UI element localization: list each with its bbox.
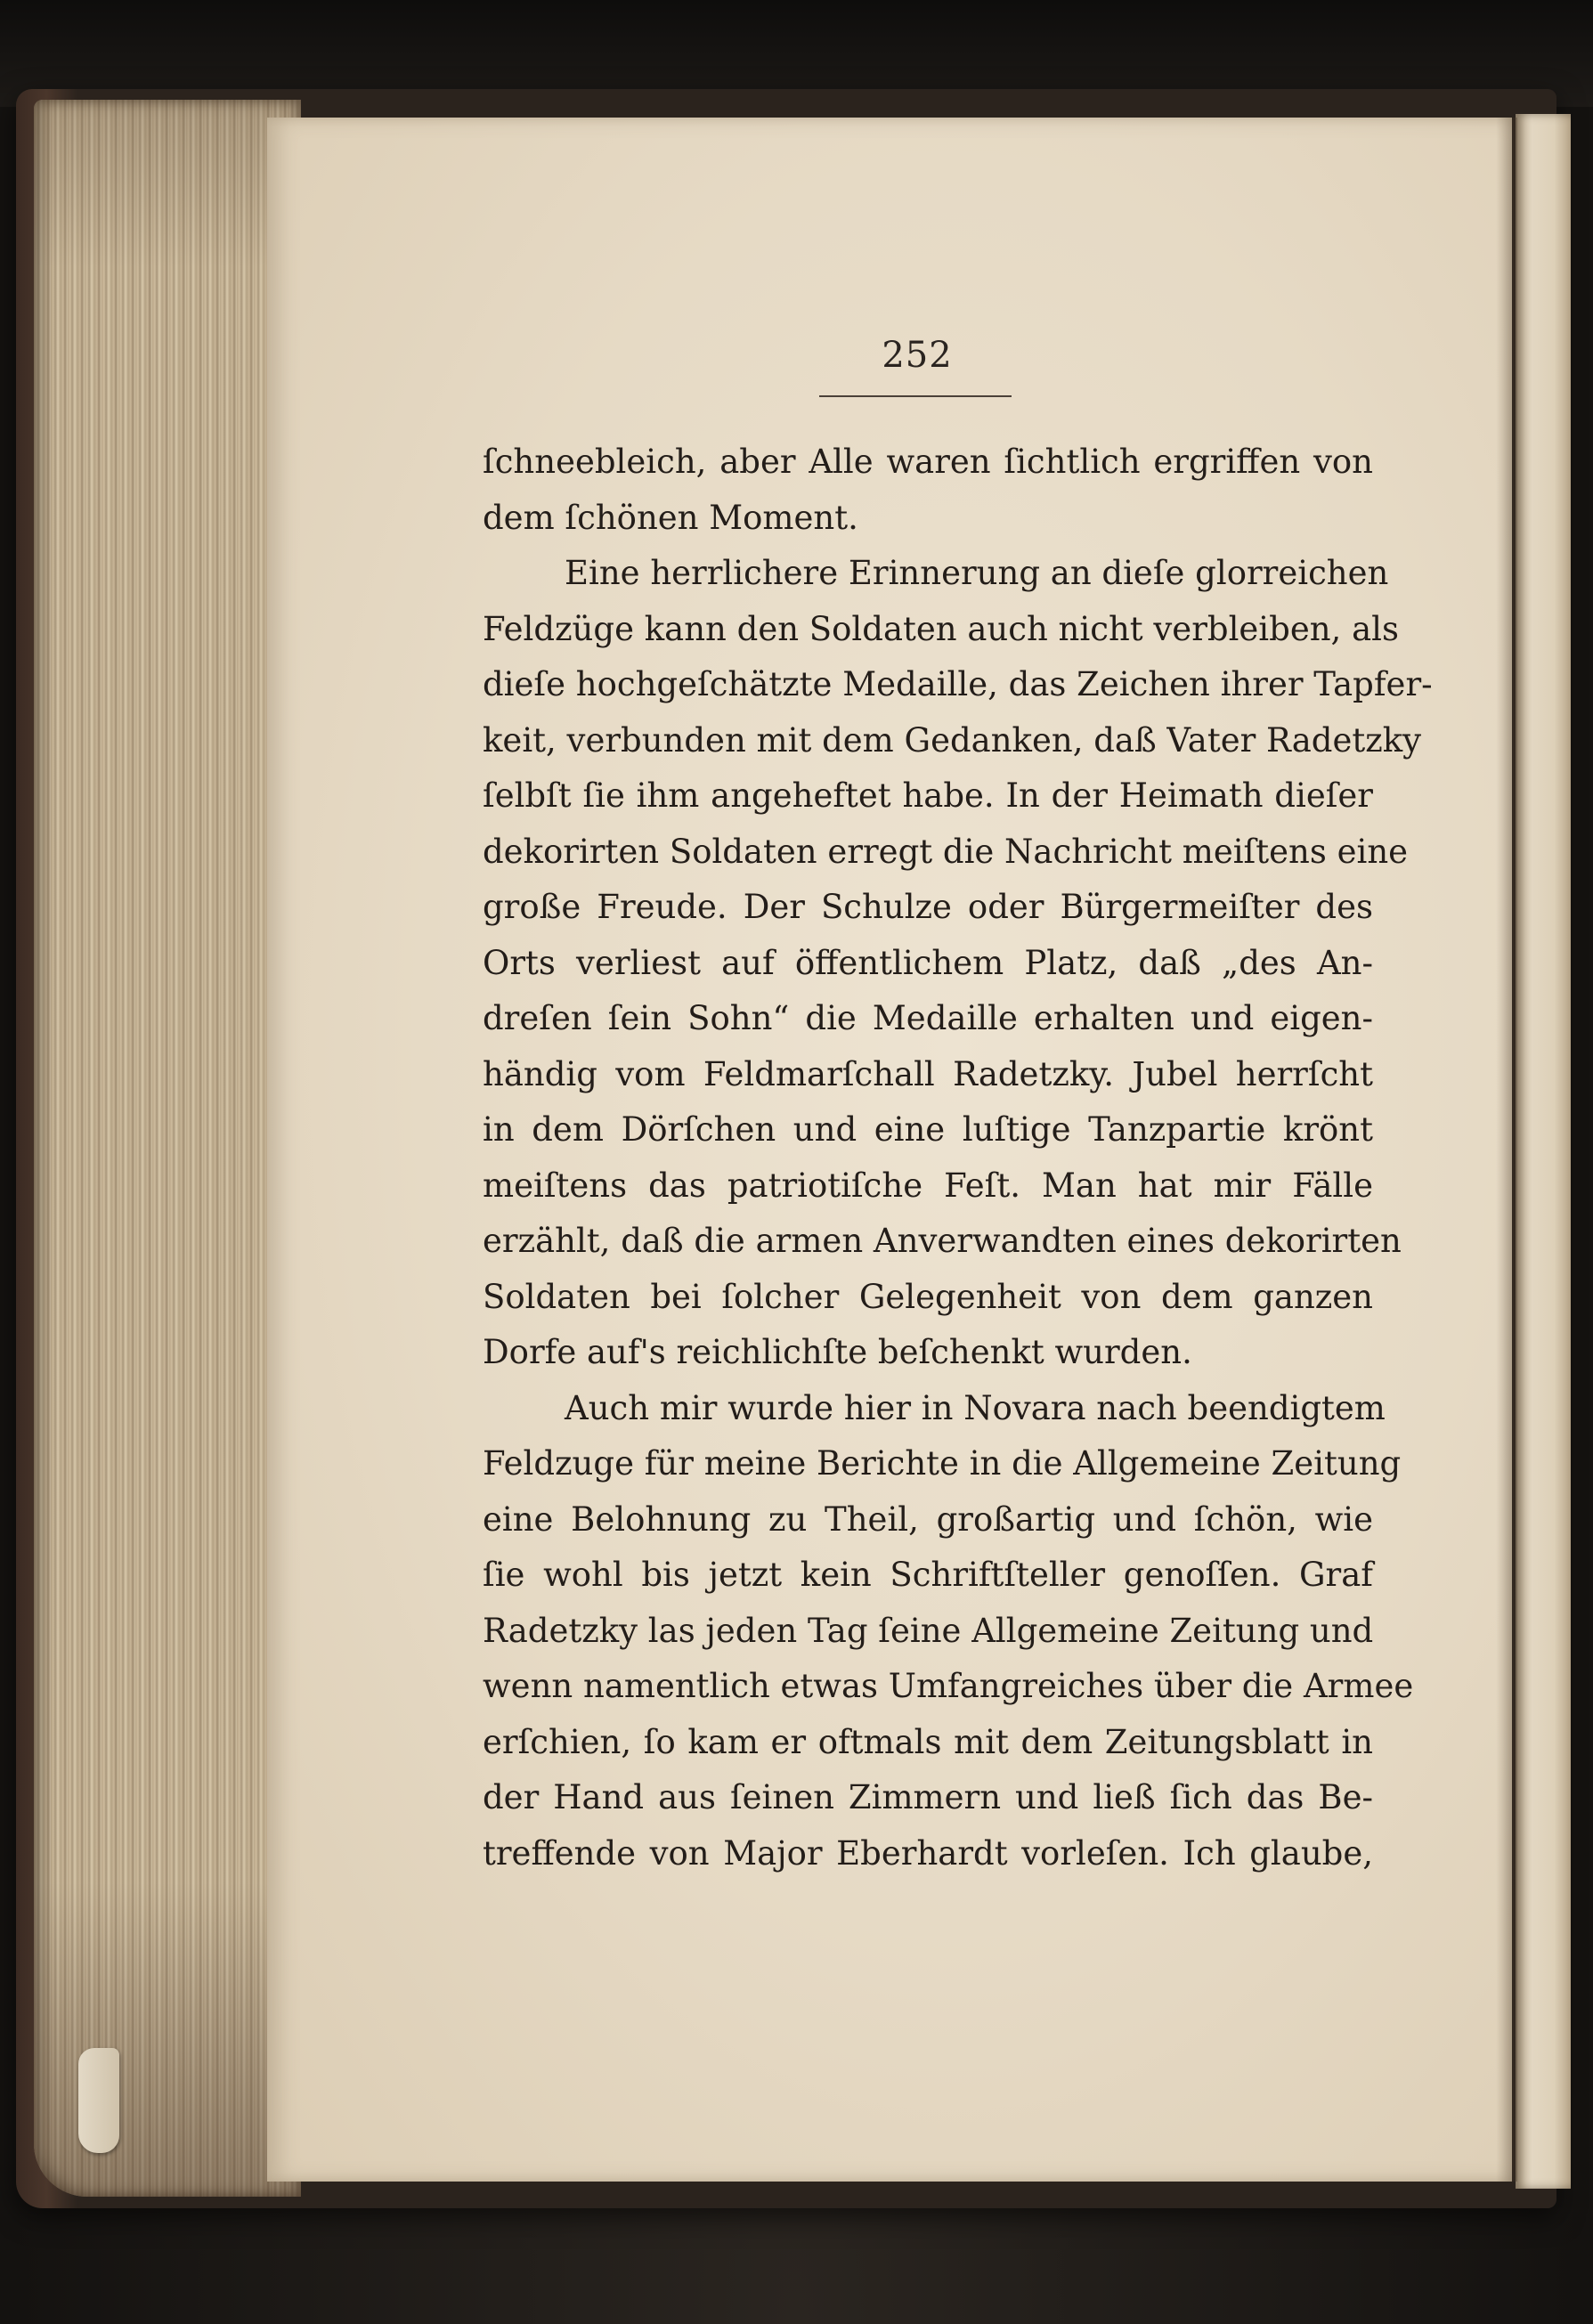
text-line: dem ſchönen Moment. bbox=[483, 498, 858, 537]
text-line: Auch mir wurde hier in Novara nach beendigtem bbox=[565, 1388, 1386, 1427]
facing-page-edge bbox=[1516, 114, 1571, 2189]
text-line: dieſe hochgeſchätzte Medaille, das Zeichen ihrer Tapfer- bbox=[483, 665, 1433, 703]
text-line: Feldzüge kann den Soldaten auch nicht verbleiben, als bbox=[483, 609, 1399, 648]
text-line: ſie wohl bis jetzt kein Schriftſteller genoſſen. Graf bbox=[483, 1556, 1373, 1594]
text-line: händig vom Feldmarſchall Radetzky. Jubel herrſcht bbox=[483, 1054, 1373, 1093]
text-line: Dorfe auf's reichlichſte beſchenkt wurden. bbox=[483, 1333, 1192, 1371]
page-number: 252 bbox=[882, 335, 953, 376]
text-line: dreſen ſein Sohn“ die Medaille erhalten und eigen- bbox=[483, 999, 1373, 1037]
text-line: keit, verbunden mit dem Gedanken, daß Vater Radetzky bbox=[483, 720, 1422, 760]
text-line: erſchien, ſo kam er oftmals mit dem Zeitungsblatt in bbox=[483, 1722, 1373, 1761]
text-line: wenn namentlich etwas Umfangreiches über die Armee bbox=[483, 1667, 1414, 1705]
text-line: der Hand aus ſeinen Zimmern und ließ ſich das Be- bbox=[483, 1778, 1373, 1816]
text-line: Orts verliest auf öffentlichem Platz, daß „des An- bbox=[483, 943, 1373, 982]
text-line: erzählt, daß die armen Anverwandten eines dekorirten bbox=[483, 1222, 1402, 1260]
gutter-shadow bbox=[1496, 118, 1517, 2182]
text-line: Radetzky las jeden Tag ſeine Allgemeine Zeitung und bbox=[483, 1611, 1374, 1650]
text-line: ſelbſt ſie ihm angeheftet habe. In der Heimath dieſer bbox=[483, 776, 1373, 815]
torn-page-tab bbox=[78, 2048, 119, 2153]
text-line: ſchneebleich, aber Alle waren ſichtlich ergriffen von bbox=[483, 443, 1373, 481]
body-text bbox=[483, 435, 1433, 1881]
page-number-rule bbox=[819, 395, 1012, 397]
text-line: meiſtens das patriotiſche Feſt. Man hat mir Fälle bbox=[483, 1166, 1373, 1205]
text-line: eine Belohnung zu Theil, großartig und ſchön, wie bbox=[483, 1499, 1373, 1539]
text-line: große Freude. Der Schulze oder Bürgermeiſter des bbox=[483, 888, 1373, 926]
text-line: treffende von Major Eberhardt vorleſen. Ich glaube, bbox=[483, 1833, 1373, 1873]
page-edges bbox=[34, 100, 301, 2197]
text-line: Feldzuge für meine Berichte in die Allgemeine Zeitung bbox=[483, 1444, 1402, 1483]
text-line: Soldaten bei ſolcher Gelegenheit von dem ganzen bbox=[483, 1277, 1373, 1316]
text-line: Eine herrlichere Erinnerung an dieſe glorreichen bbox=[565, 554, 1389, 592]
text-line: dekorirten Soldaten erregt die Nachricht meiſtens eine bbox=[483, 832, 1409, 871]
text-line: in dem Dörſchen und eine luſtige Tanzpartie krönt bbox=[483, 1110, 1373, 1149]
